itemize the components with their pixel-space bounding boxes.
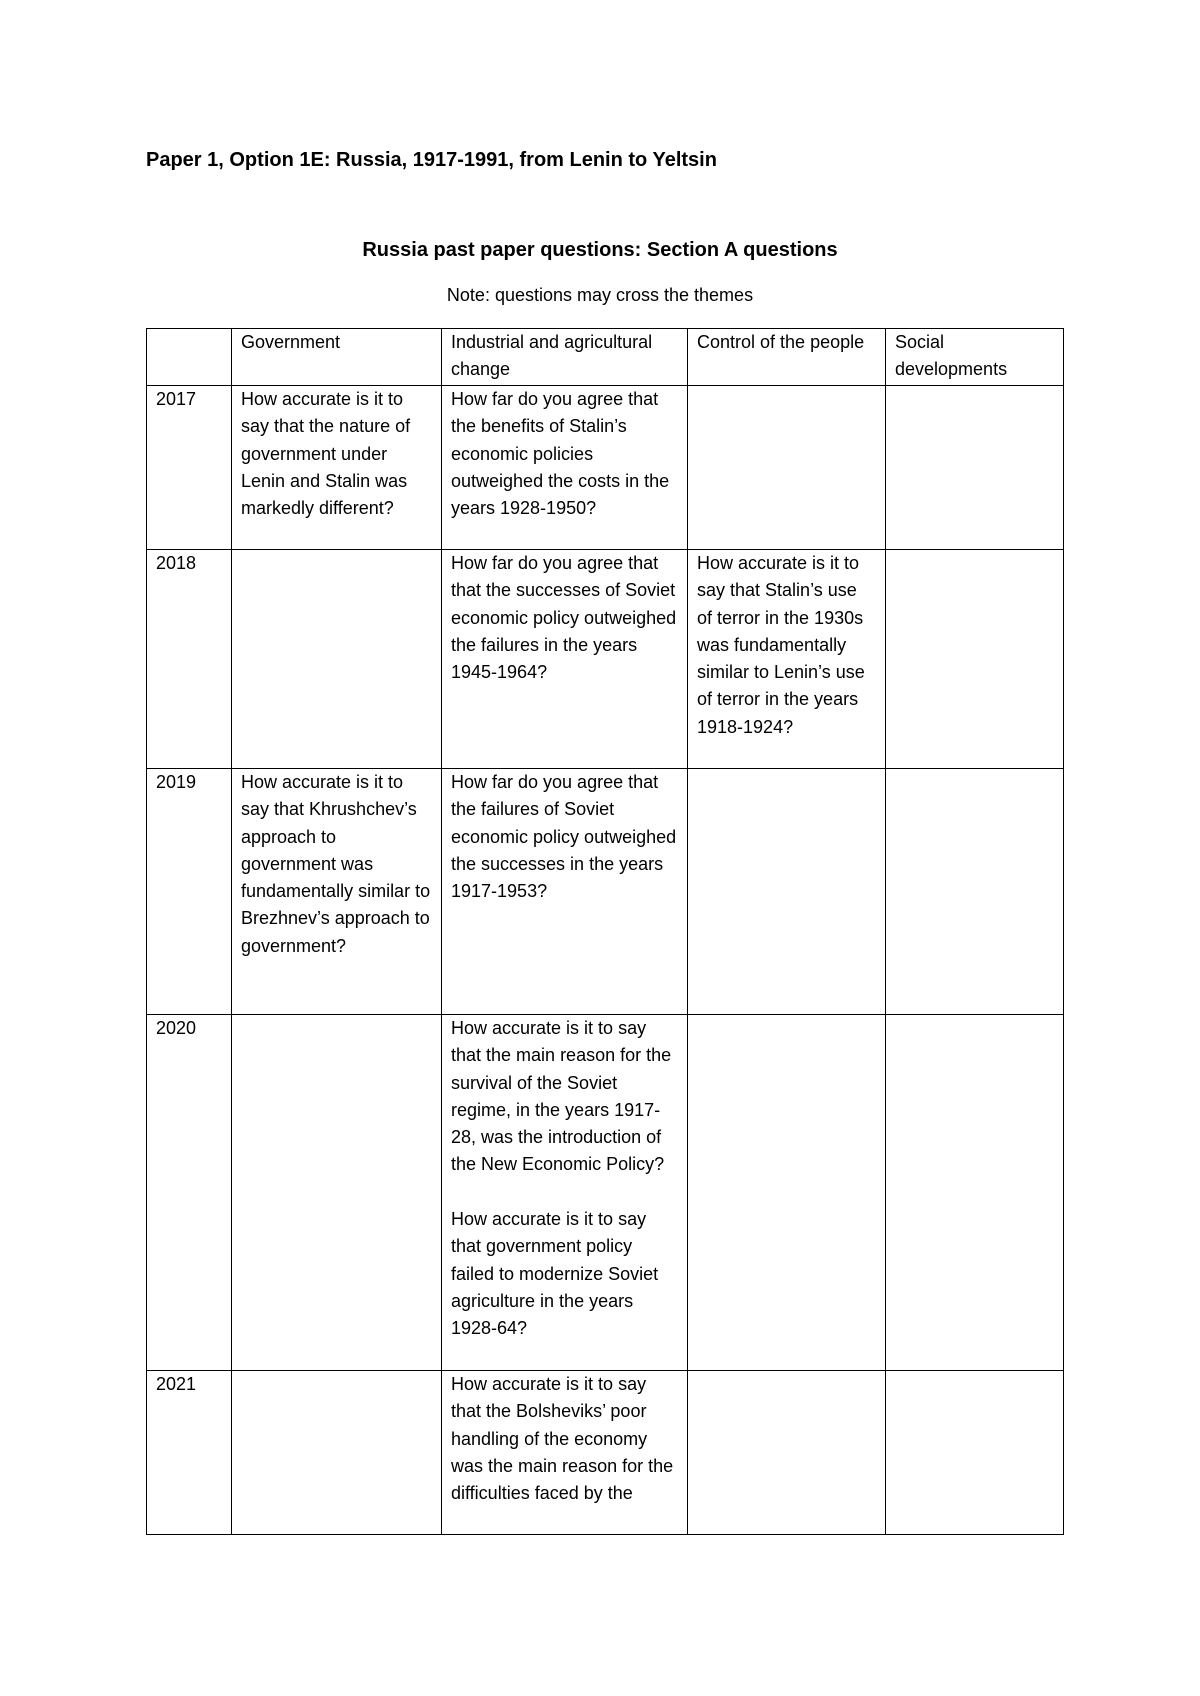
control-cell bbox=[688, 1371, 886, 1535]
table-row bbox=[147, 386, 1064, 550]
government-cell bbox=[232, 1015, 442, 1371]
control-cell: How accurate is it to say that Stalin’s use of terror in the 1930s was fundamentally similar to Lenin’s use of terror in the years 1918-1924? bbox=[688, 550, 886, 769]
year-cell: 2017 bbox=[147, 386, 232, 550]
control-cell bbox=[688, 769, 886, 1015]
header-social-developments: Social developments bbox=[886, 329, 1064, 386]
control-cell bbox=[688, 386, 886, 550]
section-title: Russia past paper questions: Section A questions bbox=[362, 239, 838, 261]
header-year bbox=[147, 329, 232, 386]
industrial-cell: How far do you agree that the failures of Soviet economic policy outweighed the successes in the years 1917-1953? bbox=[442, 769, 688, 1015]
industrial-cell-text: How accurate is it to say that the main reason for the survival of the Soviet regime, in the years 1917-28, was the introduction of the New Economic Policy? How accurate is it to say that government policy failed to modernize Soviet agriculture in the years 1928-64? bbox=[451, 1018, 672, 1339]
social-cell bbox=[886, 1371, 1064, 1535]
table-row bbox=[147, 1371, 1064, 1535]
government-cell bbox=[232, 1371, 442, 1535]
industrial-cell: How accurate is it to say that the Bolsheviks’ poor handling of the economy was the main reason for the difficulties faced by the bbox=[442, 1371, 688, 1535]
industrial-cell bbox=[442, 1015, 688, 1371]
past-paper-questions-table bbox=[146, 328, 1064, 1535]
government-cell: How accurate is it to say that Khrushchev’s approach to government was fundamentally similar to Brezhnev’s approach to government? bbox=[232, 769, 442, 1015]
year-cell: 2020 bbox=[147, 1015, 232, 1371]
industrial-cell: How far do you agree that the benefits of Stalin’s economic policies outweighed the costs in the years 1928-1950? bbox=[442, 386, 688, 550]
table-row bbox=[147, 769, 1064, 1015]
social-cell bbox=[886, 1015, 1064, 1371]
header-government: Government bbox=[232, 329, 442, 386]
year-cell: 2018 bbox=[147, 550, 232, 769]
year-cell: 2019 bbox=[147, 769, 232, 1015]
government-cell: How accurate is it to say that the nature of government under Lenin and Stalin was markedly different? bbox=[232, 386, 442, 550]
social-cell bbox=[886, 550, 1064, 769]
table-row bbox=[147, 550, 1064, 769]
social-cell bbox=[886, 386, 1064, 550]
social-cell bbox=[886, 769, 1064, 1015]
control-cell bbox=[688, 1015, 886, 1371]
header-industrial-agricultural: Industrial and agricultural change bbox=[442, 329, 688, 386]
themes-note: Note: questions may cross the themes bbox=[446, 285, 754, 305]
table-row bbox=[147, 1015, 1064, 1371]
page-heading: Paper 1, Option 1E: Russia, 1917-1991, from Lenin to Yeltsin bbox=[146, 149, 717, 171]
industrial-cell: How far do you agree that that the successes of Soviet economic policy outweighed the failures in the years 1945-1964? bbox=[442, 550, 688, 769]
header-control-of-people: Control of the people bbox=[688, 329, 886, 386]
year-cell: 2021 bbox=[147, 1371, 232, 1535]
table-header-row bbox=[147, 329, 1064, 386]
government-cell bbox=[232, 550, 442, 769]
